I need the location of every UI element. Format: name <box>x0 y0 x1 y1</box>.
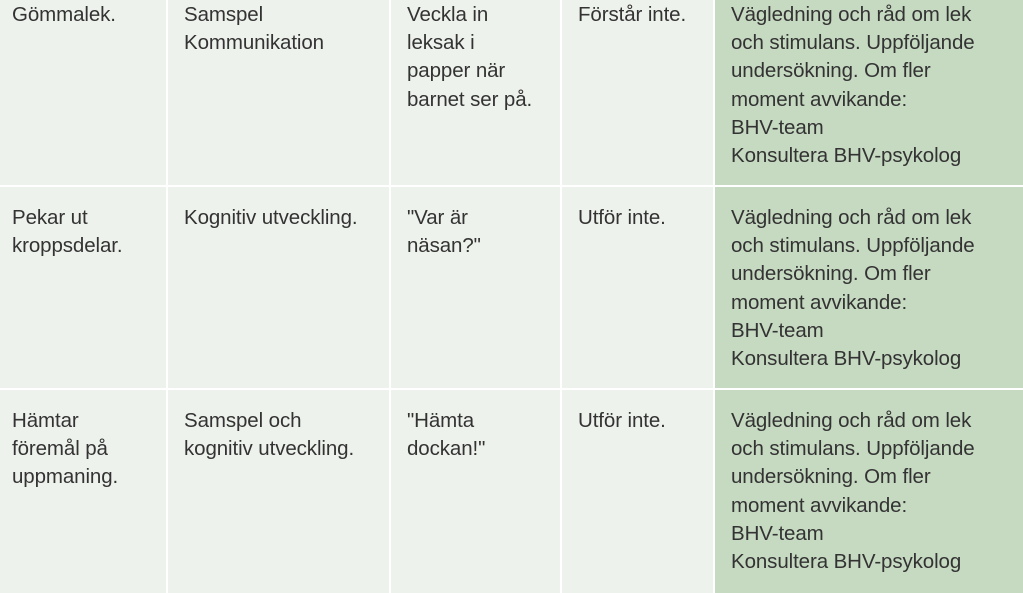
table-cell-area: Kognitiv utveckling. <box>168 187 391 390</box>
table-cell-instruction: Veckla in leksak i papper när barnet ser på. <box>391 0 562 187</box>
table-cell-action: Vägledning och råd om lek och stimulans. Uppföljande undersökning. Om fler moment avvikande: BHV-team Konsultera BHV-psykolog <box>715 187 1023 390</box>
table-cell-instruction: "Var är näsan?" <box>391 187 562 390</box>
table-cell-deviation: Utför inte. <box>562 390 715 593</box>
table-cell-moment: Pekar ut kroppsdelar. <box>0 187 168 390</box>
table-cell-moment: Hämtar föremål på uppmaning. <box>0 390 168 593</box>
table-cell-action: Vägledning och råd om lek och stimulans. Uppföljande undersökning. Om fler moment avvikande: BHV-team Konsultera BHV-psykolog <box>715 390 1023 593</box>
table-cell-deviation: Utför inte. <box>562 187 715 390</box>
table-cell-moment: Gömmalek. <box>0 0 168 187</box>
table-cell-instruction: "Hämta dockan!" <box>391 390 562 593</box>
table-cell-action: Vägledning och råd om lek och stimulans. Uppföljande undersökning. Om fler moment avvikande: BHV-team Konsultera BHV-psykolog <box>715 0 1023 187</box>
table-cell-deviation: Förstår inte. <box>562 0 715 187</box>
table-cell-area: Samspel och kognitiv utveckling. <box>168 390 391 593</box>
table-cell-area: Samspel Kommunikation <box>168 0 391 187</box>
